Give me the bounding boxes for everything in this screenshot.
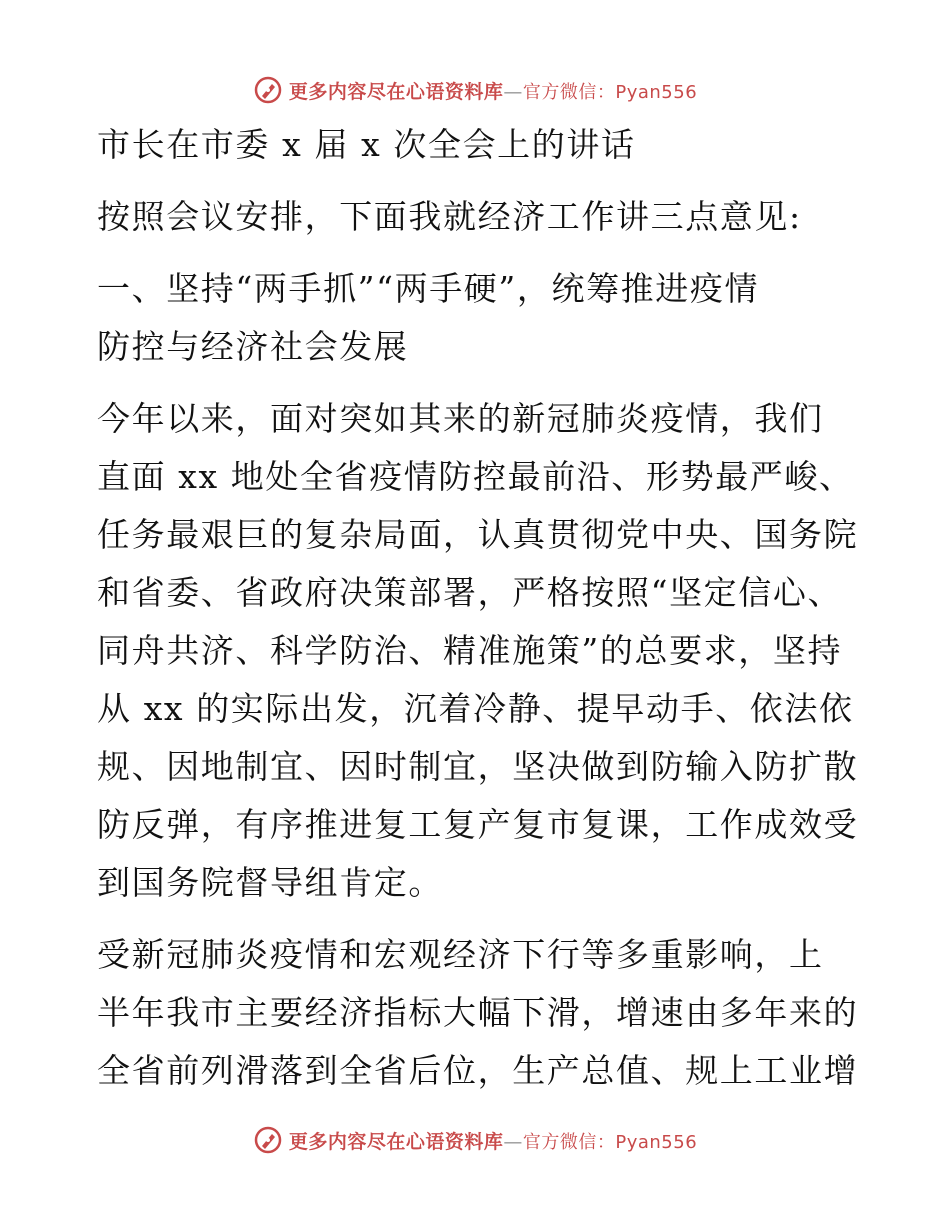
watermark-wechat: 官方微信：Pyan556: [522, 81, 698, 103]
watermark-separator: —: [503, 1130, 523, 1153]
watermark-separator: —: [503, 80, 523, 103]
heading-line: 一、坚持“两手抓”“两手硬”，统筹推进疫情: [97, 269, 760, 308]
paragraph-line: 和省委、省政府决策部署，严格按照“坚定信心、: [97, 573, 843, 612]
paragraph-line: 受新冠肺炎疫情和宏观经济下行等多重影响，上: [97, 935, 824, 974]
heading-line: 防控与经济社会发展: [97, 327, 409, 366]
paragraph-line: 防反弹，有序推进复工复产复市复课，工作成效受: [97, 805, 859, 844]
watermark-footer: [0, 1120, 950, 1160]
paragraph-line: 到国务院督导组肯定。: [97, 863, 443, 902]
paragraph-2: [97, 926, 867, 1100]
section-heading-1: [97, 260, 867, 376]
watermark-wechat: 官方微信：Pyan556: [522, 1131, 698, 1153]
document-body: [97, 116, 867, 1100]
paragraph-line: 今年以来，面对突如其来的新冠肺炎疫情，我们: [97, 399, 824, 438]
paragraph-line: 全省前列滑落到全省后位，生产总值、规上工业增: [97, 1051, 859, 1090]
paragraph-line: 从 xx 的实际出发，沉着冷静、提早动手、依法依: [97, 689, 854, 728]
paragraph-line: 任务最艰巨的复杂局面，认真贯彻党中央、国务院: [97, 515, 859, 554]
paragraph-line: 同舟共济、科学防治、精准施策”的总要求，坚持: [97, 631, 843, 670]
paragraph-line: 直面 xx 地处全省疫情防控最前沿、形势最严峻、: [97, 457, 854, 496]
intro-line: 按照会议安排，下面我就经济工作讲三点意见:: [97, 197, 802, 236]
watermark-brand: 更多内容尽在心语资料库: [288, 1130, 504, 1153]
paragraph-1: [97, 390, 867, 912]
paragraph-line: 规、因地制宜、因时制宜，坚决做到防输入防扩散: [97, 747, 859, 786]
watermark-brand: 更多内容尽在心语资料库: [288, 80, 504, 103]
pen-circle-logo-icon: [253, 75, 283, 105]
paragraph-line: 半年我市主要经济指标大幅下滑，增速由多年来的: [97, 993, 859, 1032]
watermark-text: [289, 77, 697, 104]
pen-circle-logo-icon: [253, 1125, 283, 1155]
watermark-text: [289, 1127, 697, 1154]
watermark-header: [0, 70, 950, 110]
document-title: 市长在市委 x 届 x 次全会上的讲话: [97, 125, 636, 164]
